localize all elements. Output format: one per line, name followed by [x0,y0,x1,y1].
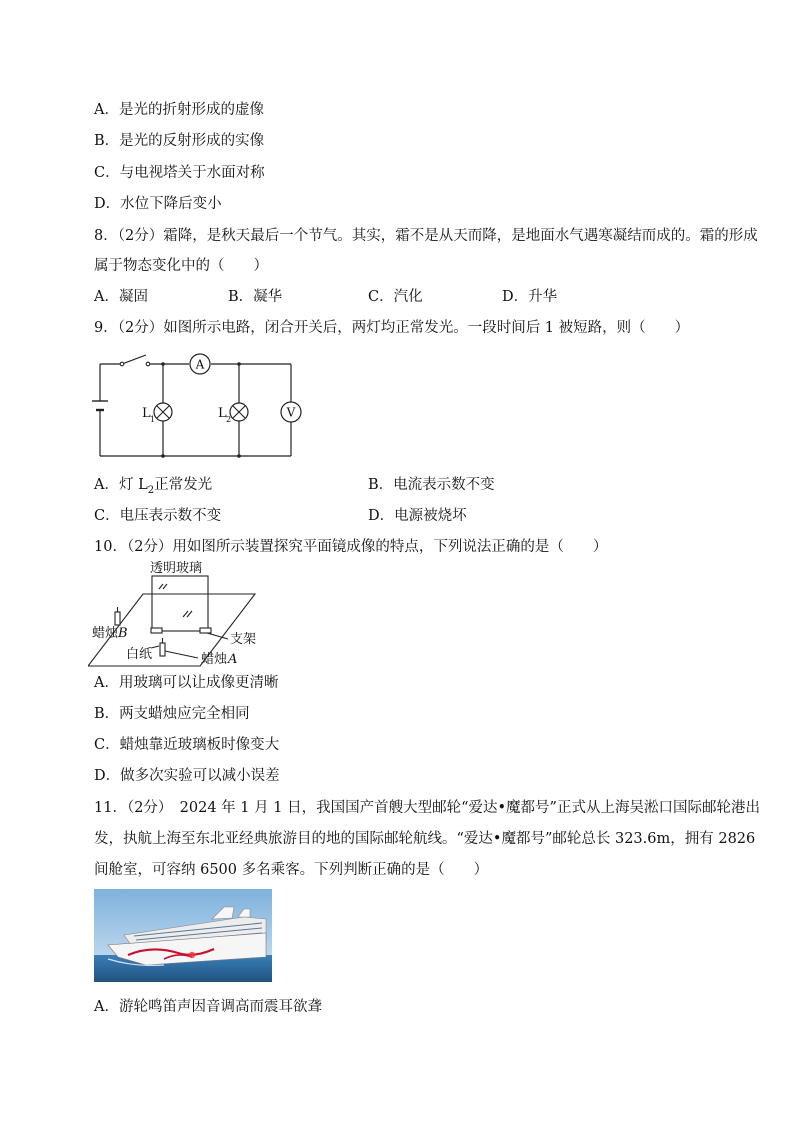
q9-option-c: C．电压表示数不变 [94,508,222,524]
q11-stem-line1: 11．（2分） 2024 年 1 月 1 日，我国国产首艘大型邮轮“爱达•魔都号”正式从上海吴淞口国际邮轮港出 [94,800,760,816]
cruise-ship-photo [94,889,272,982]
q8-option-c: C．汽化 [368,289,423,305]
q8-option-d: D．升华 [502,289,558,305]
switch-terminal-left [120,362,124,366]
paper-label: 白纸 [126,647,153,662]
q10-option-b: B．两支蜡烛应完全相同 [94,706,250,722]
q8-options [94,288,614,306]
candle-a-label: 蜡烛 [201,652,228,667]
q8-stem-line1: 8．（2分）霜降，是秋天最后一个节气。其实，霜不是从天而降，是地面水气遇寒凝结而成的。霜的形成 [94,228,758,244]
q10-option-d: D．做多次实验可以减小误差 [94,768,280,784]
q9-circuit-diagram [88,346,304,464]
q10-stem: 10．（2分）用如图所示装置探究平面镜成像的特点，下列说法正确的是（ ） [94,539,608,555]
q11-option-a: A．游轮鸣笛声因音调高而震耳欲聋 [94,999,322,1015]
lamp-l2-subscript: 2 [226,415,232,424]
q7-option-b: B．是光的反射形成的实像 [94,133,265,149]
q8-option-b: B．凝华 [228,289,283,305]
svg-text:A: A [195,357,205,372]
candle-b-shape [115,612,120,625]
candle-b-letter: B [118,626,128,641]
switch-terminal-right [146,362,150,366]
q9-option-b: B．电流表示数不变 [368,477,495,493]
ammeter-symbol [190,354,210,374]
q8-option-a: A．凝固 [94,289,148,305]
stand-right-shape [200,628,211,633]
q11-stem-line2: 发，执航上海至东北亚经典旅游目的地的国际邮轮航线。“爱达•魔都号”邮轮总长 323.6m，拥有 2826 [94,831,756,847]
candle-a-shape [160,643,165,656]
lamp-l1-symbol [154,403,172,421]
q9-stem: 9．（2分）如图所示电路，闭合开关后，两灯均正常发光。一段时间后 1 被短路，则（ ） [94,320,690,336]
lamp-l2-symbol [230,403,248,421]
candle-b-label: 蜡烛 [92,626,119,641]
stand-label: 支架 [230,632,257,647]
lamp-l2-label: L [218,406,227,421]
svg-text:V: V [286,405,296,420]
q9-option-a-prefix: A．灯 L [94,477,148,493]
q9-option-d: D．电源被烧坏 [368,508,467,524]
q10-option-a: A．用玻璃可以让成像更清晰 [94,675,279,691]
glass-plate-shape [152,576,208,631]
q9-option-a-subscript: 2 [147,484,155,496]
q9-option-a-suffix: 正常发光 [154,477,213,493]
glass-label: 透明玻璃 [150,561,203,576]
q7-option-c: C．与电视塔关于水面对称 [94,165,265,181]
q7-option-a: A．是光的折射形成的虚像 [94,102,264,118]
lamp-l1-subscript: 1 [150,415,156,424]
q7-option-d: D．水位下降后变小 [94,196,222,212]
q10-option-c: C．蜡烛靠近玻璃板时像变大 [94,737,280,753]
candle-a-letter: A [228,652,238,667]
voltmeter-symbol [281,402,301,422]
q8-stem-line2: 属于物态变化中的（ ） [94,258,268,274]
stand-left-shape [151,628,162,633]
q11-stem-line3: 间舱室，可容纳 6500 多名乘客。下列判断正确的是（ ） [94,862,489,878]
lamp-l1-label: L [142,406,151,421]
q10-plane-mirror-diagram [88,560,272,670]
q9-option-a [94,476,212,500]
